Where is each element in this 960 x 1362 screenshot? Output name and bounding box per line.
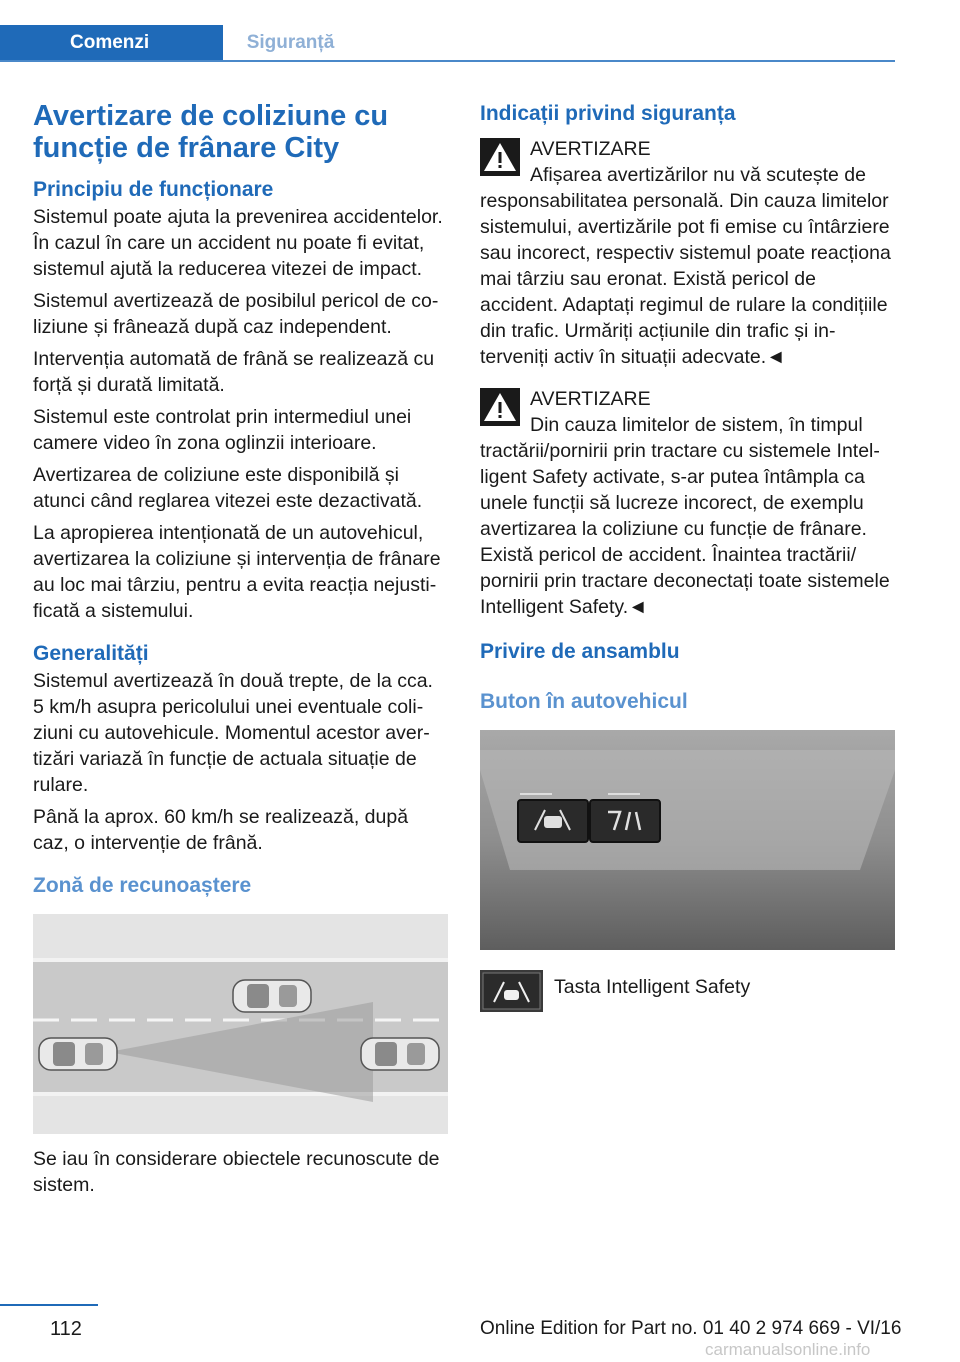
warning-title: AVERTIZARE — [530, 388, 651, 410]
detection-zone-illustration — [33, 914, 448, 1134]
watermark: carmanualsonline.info — [705, 1340, 871, 1359]
overview-heading: Privire de ansamblu — [480, 640, 680, 663]
safety-heading: Indicații privind siguranța — [480, 102, 736, 125]
road-diagram — [33, 914, 448, 1134]
right-column — [480, 100, 896, 1014]
header-tab-bar — [0, 25, 895, 62]
warning-text: Din cauza limitelor de sistem, în timpul tractării/pornirii prin tractare cu sistemele Intelligent Safety activate, s-ar putea întâmpla ca unele funcții să lucreze incorect, de exemplu avertizarea la coliziune cu funcție de frânare. Există pericol de accident. Înaintea tractării/ pornirii prin tractare deconectați toate sistemele Intelligent Safety.◄ — [480, 414, 890, 618]
car-ahead — [233, 980, 311, 1012]
warning-triangle-icon — [480, 138, 520, 176]
zone-heading: Zonă de recunoaștere — [33, 874, 252, 897]
warning-text: Afișarea avertizărilor nu vă scutește de responsabilitatea personală. Din cauza limitelor sistemului, avertizările pot fi emise cu întârziere sau incorect, respectiv sistemul poate reacționa mai târziu sau eronat. Există pericol de accident. Adaptați regimul de rulare la condițiile din trafic. Urmăriți acțiunile din trafic și interveniți activ în situații adecvate.◄ — [480, 164, 891, 368]
left-column — [33, 100, 448, 1204]
console-buttons-illustration — [480, 730, 895, 950]
principle-paragraph: Intervenția automată de frână se realizează cu forță și durată limitată. — [33, 348, 435, 396]
warning-block — [480, 136, 896, 370]
principle-heading: Principiu de funcționare — [33, 178, 274, 201]
edition-note: Online Edition for Part no. 01 40 2 974 669 - VI/16 — [480, 1318, 902, 1339]
warning-title: AVERTIZARE — [530, 138, 651, 160]
principle-paragraph: La apropierea intenționată de un autovehicul, avertizarea la coliziune și intervenția de frânare au loc mai târziu, pentru a evita reacția nejustificată a sistemului. — [33, 522, 441, 622]
warning-block — [480, 386, 896, 620]
page-number-rule — [0, 1304, 98, 1306]
warning-triangle-icon — [480, 388, 520, 426]
principle-paragraph: Sistemul poate ajuta la prevenirea accidentelor. În cazul în care un accident nu poate fi evitat, sistemul ajută la reducerea vitezei de impact. — [33, 206, 443, 280]
general-heading: Generalități — [33, 642, 149, 665]
principle-paragraph: Avertizarea de coliziune este disponibilă și atunci când reglarea vitezei este dezactivată. — [33, 464, 423, 512]
tab-comenzi[interactable]: Comenzi — [0, 25, 223, 60]
key-legend-row — [480, 970, 896, 1014]
page-title: Avertizare de coliziune cu funcție de frânare City — [33, 100, 389, 164]
key-label: Tasta Intelligent Safety — [554, 976, 751, 998]
general-paragraph: Până la aprox. 60 km/h se realizează, după caz, o intervenție de frână. — [33, 806, 409, 854]
intelligent-safety-key-icon — [480, 970, 543, 1012]
button-heading: Buton în autovehicul — [480, 690, 688, 713]
general-paragraph: Sistemul avertizează în două trepte, de la cca. 5 km/h asupra pericolului unei eventuale coliziuni cu autovehicule. Momentul acestor avertizări variază în funcție de actuala situație de rulare. — [33, 670, 433, 796]
principle-paragraph: Sistemul avertizează de posibilul pericol de coliziune și frânează după caz independent. — [33, 290, 439, 338]
car-front — [361, 1038, 439, 1070]
tab-siguranta[interactable]: Siguranță — [246, 32, 335, 53]
zone-caption: Se iau în considerare obiectele recunoscute de sistem. — [33, 1148, 440, 1196]
page-number: 112 — [50, 1318, 82, 1340]
car-own — [39, 1038, 117, 1070]
button-photo — [480, 730, 895, 950]
principle-paragraph: Sistemul este controlat prin intermediul unei camere video în zona oglinzii interioare. — [33, 406, 412, 454]
